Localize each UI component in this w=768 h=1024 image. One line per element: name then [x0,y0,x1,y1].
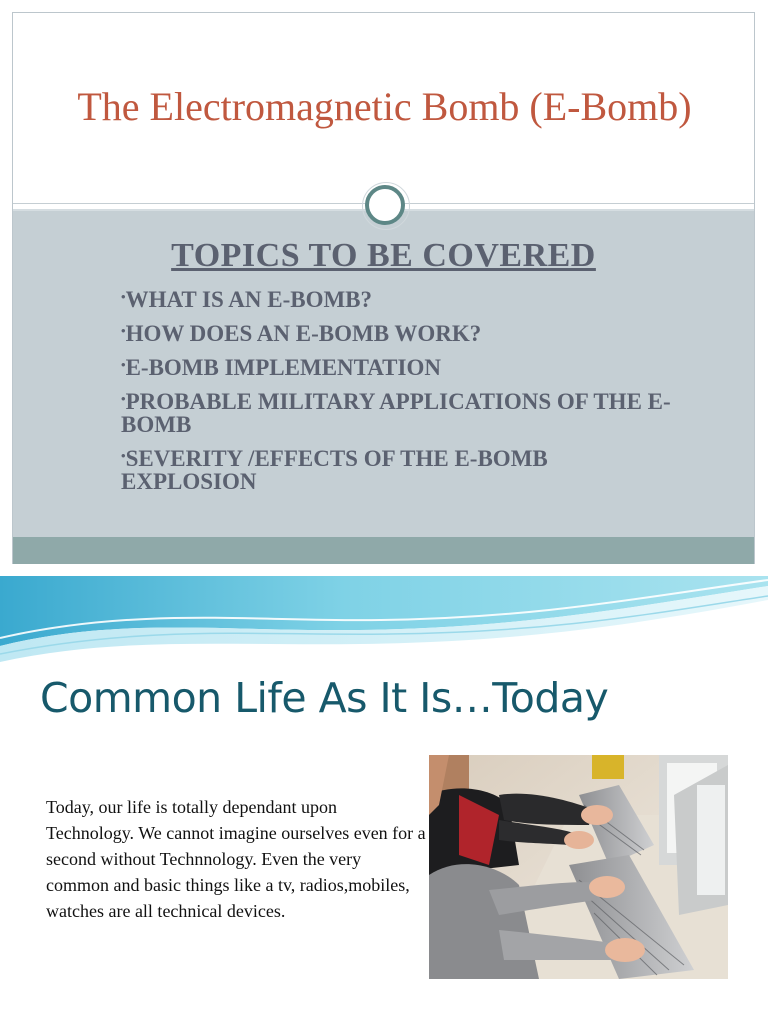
wave-banner [0,576,768,671]
bullet-icon: • [121,323,126,338]
body-paragraph: Today, our life is totally dependant upon Technology. We cannot imagine ourselves even for a second without Technnology. Even the very common and basic things like a tv, radios,mobiles, watches are all technical devices. [46,797,426,921]
topics-heading: TOPICS TO BE COVERED [171,237,596,274]
topic-item [121,444,681,493]
computer-keyboard-photo-icon [429,755,728,979]
footer-band [13,537,754,564]
topic-item [121,285,681,311]
topic-item [121,353,681,379]
bullet-icon: • [121,391,126,406]
circle-ornament-icon [365,185,405,225]
bullet-icon: • [121,448,126,463]
topic-label: HOW DOES AN E-BOMB WORK? [125,321,482,346]
topic-label: E-BOMB IMPLEMENTATION [125,355,441,380]
topics-list [121,285,681,501]
slide-title: Common Life As It Is…Today [40,674,609,722]
photo-people-typing [429,755,728,979]
topic-label: PROBABLE MILITARY APPLICATIONS OF THE E-BOMB [121,389,671,437]
topic-label: SEVERITY /EFFECTS OF THE E-BOMB EXPLOSION [121,446,548,494]
slide-ebomb-title [12,12,755,564]
topic-item [121,319,681,345]
bullet-icon: • [121,289,126,304]
slide-title: The Electromagnetic Bomb (E-Bomb) [77,84,692,129]
bullet-icon: • [121,357,126,372]
slide-common-life [0,576,768,1024]
topic-item [121,387,681,436]
topic-label: WHAT IS AN E-BOMB? [125,287,373,312]
